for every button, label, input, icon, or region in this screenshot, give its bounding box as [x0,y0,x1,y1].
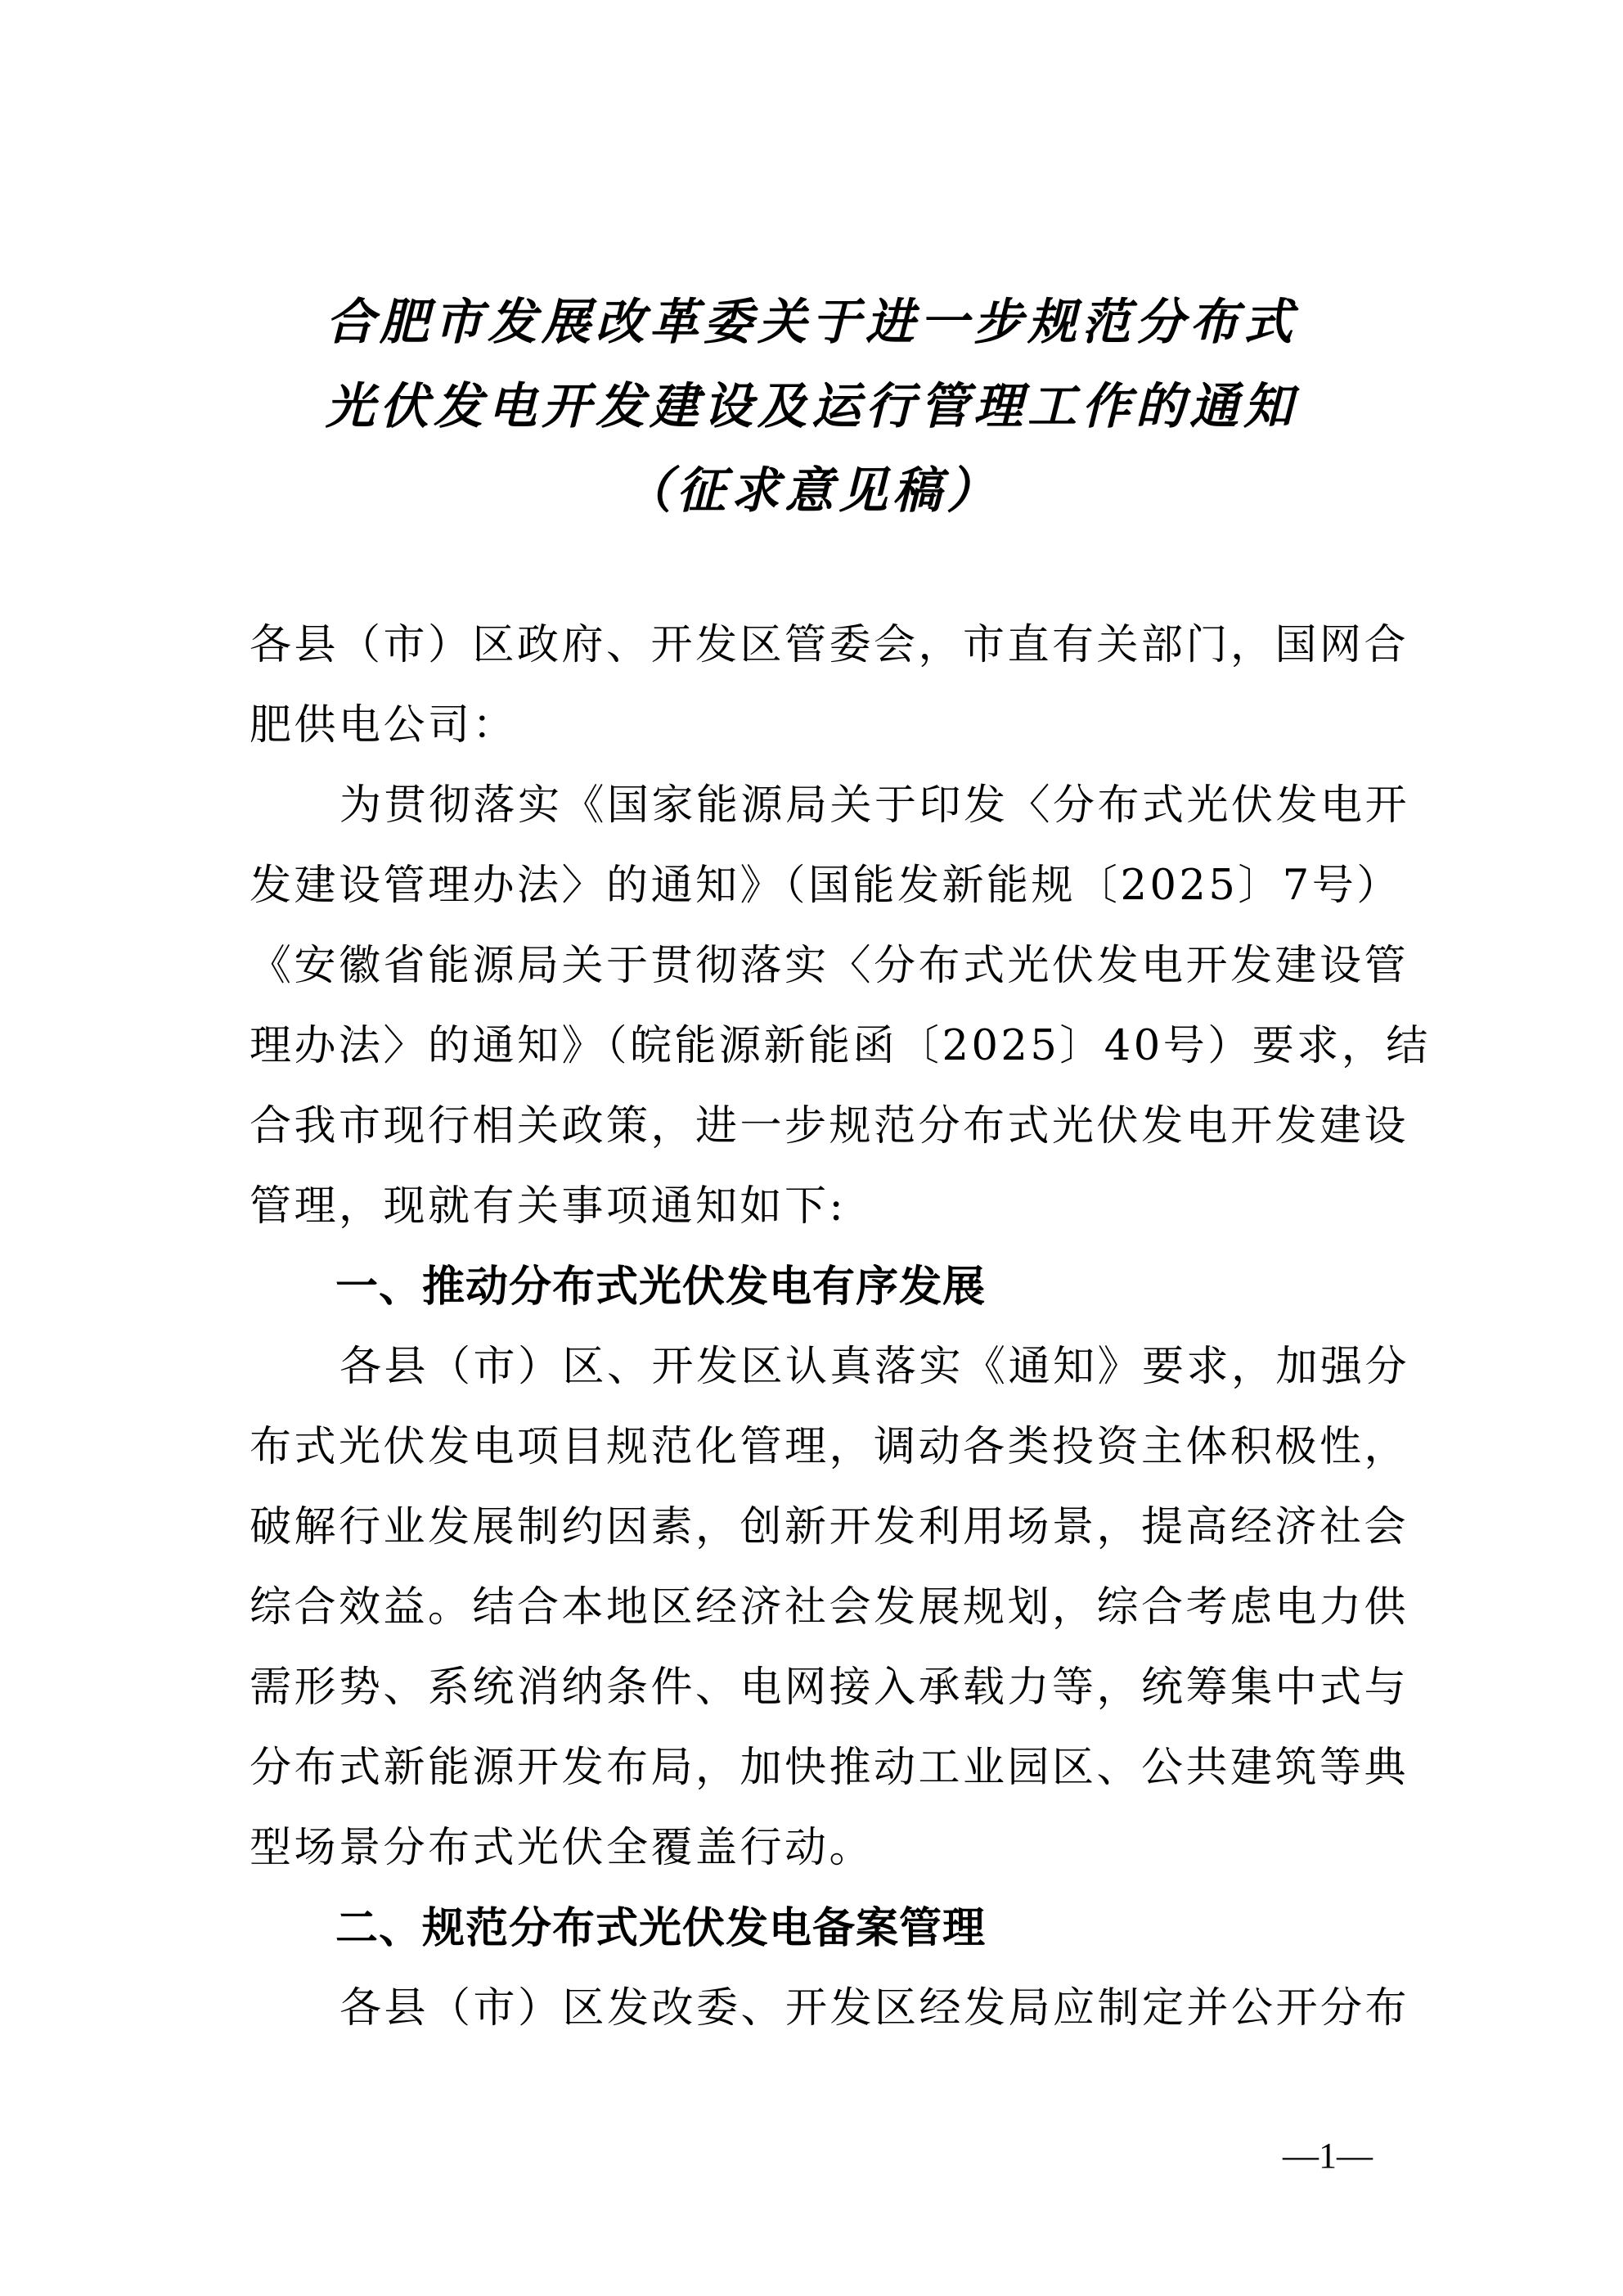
section-2-paragraph [250,1969,1410,2049]
page-number: —1— [1283,2136,1373,2176]
intro-line-1: 为贯彻落实《国家能源局关于印发〈分布式光伏发电开 [339,781,1410,830]
section-1-line-3: 破解行业发展制约因素，创新开发利用场景，提高经济社会 [250,1503,1409,1551]
title-line-3-draft-note: （征求意见稿） [623,462,1000,520]
section-1-line-6: 分布式新能源开发布局，加快推动工业园区、公共建筑等典 [250,1744,1409,1792]
salutation-line-2: 肥供电公司： [250,701,518,750]
intro-paragraph [250,766,1431,1247]
section-1-line-2: 布式光伏发电项目规范化管理，调动各类投资主体积极性， [250,1423,1409,1471]
section-heading-1: 一、推动分布式光伏发电有序发展 [335,1263,987,1312]
section-1-line-7: 型场景分布式光伏全覆盖行动。 [250,1824,874,1872]
salutation [250,606,1409,766]
section-1-paragraph [250,1327,1410,1889]
section-1-line-4: 综合效益。结合本地区经济社会发展规划，综合考虑电力供 [250,1583,1409,1632]
intro-line-6: 管理，现就有关事项通知如下: [250,1182,847,1231]
section-heading-2: 二、规范分布式光伏发电备案管理 [335,1904,987,1953]
section-2-line-1: 各县（市）区发改委、开发区经发局应制定并公开分布 [339,1984,1410,2033]
intro-line-5: 合我市现行相关政策，进一步规范分布式光伏发电开发建设 [250,1102,1409,1150]
intro-line-2: 发建设管理办法〉的通知》（国能发新能规〔2025〕7号） [250,862,1401,910]
salutation-line-1: 各县（市）区政府、开发区管委会，市直有关部门，国网合 [250,621,1409,669]
intro-line-4: 理办法〉的通知》（皖能源新能函〔2025〕40号）要求，结 [250,1022,1431,1070]
title-line-2: 光伏发电开发建设及运行管理工作的通知 [326,378,1297,435]
document-title [0,281,1623,533]
intro-line-3: 《安徽省能源局关于贯彻落实〈分布式光伏发电开发建设管 [250,942,1409,990]
document-body [250,606,1431,2049]
section-1-line-5: 需形势、系统消纳条件、电网接入承载力等，统筹集中式与 [250,1663,1409,1712]
section-1-line-1: 各县（市）区、开发区认真落实《通知》要求，加强分 [339,1343,1410,1391]
title-line-1: 合肥市发展改革委关于进一步规范分布式 [326,294,1297,351]
